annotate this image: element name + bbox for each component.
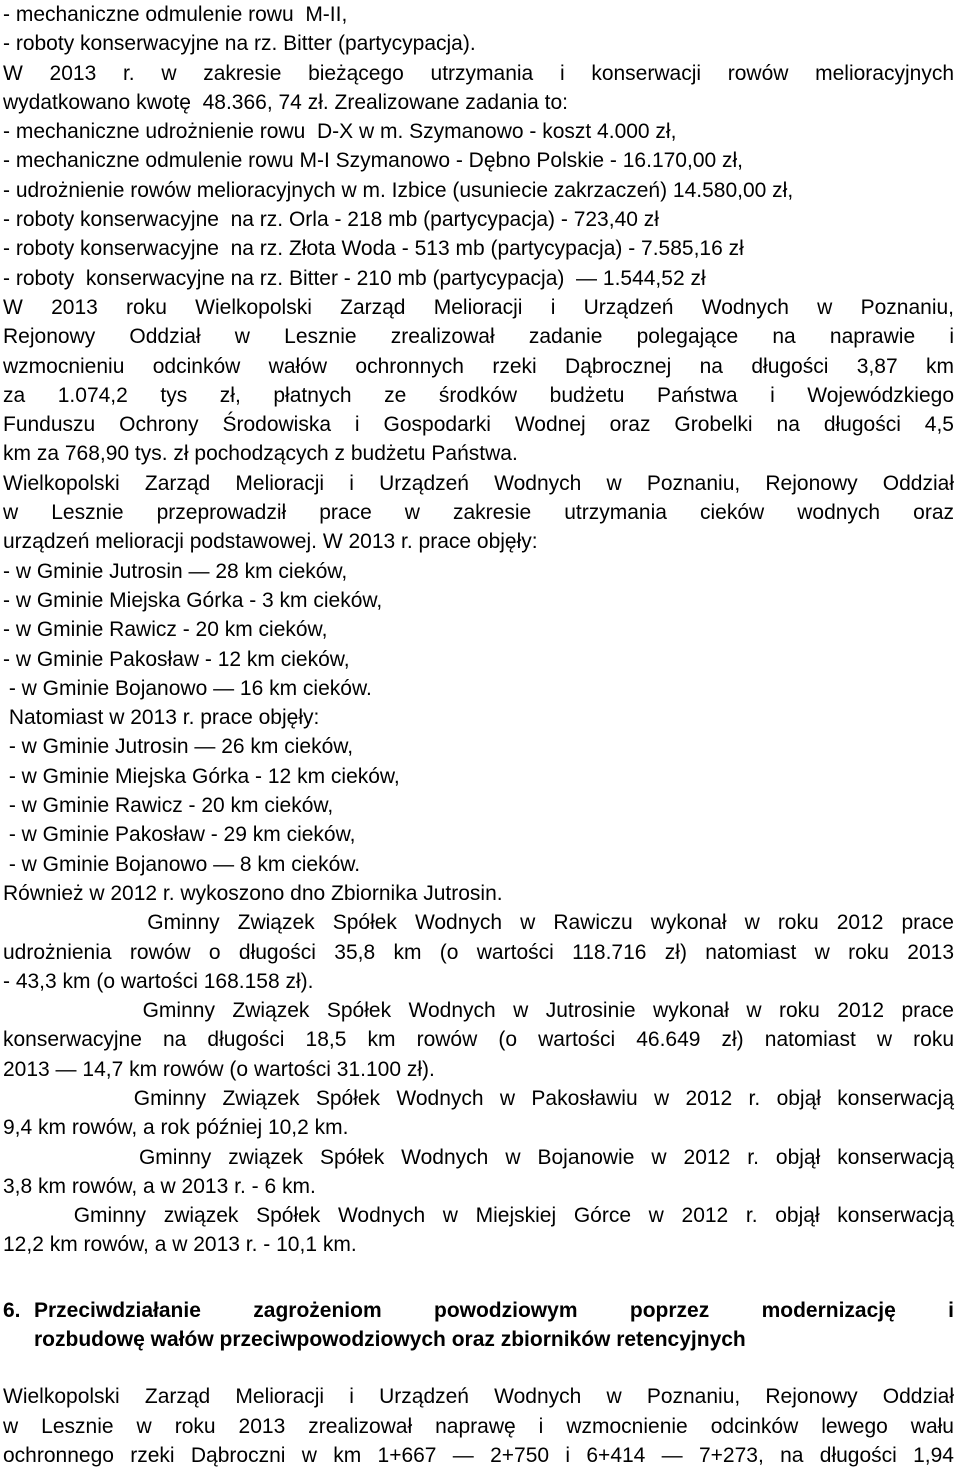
list-item: - w Gminie Miejska Górka - 3 km cieków, bbox=[3, 588, 383, 612]
list-item: - w Gminie Bojanowo — 8 km cieków. bbox=[3, 852, 361, 876]
paragraph-line: 9,4 km rowów, a rok później 10,2 km. bbox=[3, 1116, 349, 1140]
section-heading bbox=[3, 1296, 954, 1355]
list-item: - w Gminie Bojanowo — 16 km cieków. bbox=[3, 676, 372, 700]
paragraph-line: urządzeń melioracji podstawowej. W 2013 r. prace objęły: bbox=[3, 530, 538, 554]
gsw-pakoslaw-paragraph bbox=[3, 1084, 954, 1143]
intro-line: - mechaniczne odmulenie rowu M-I Szymanowo - Dębno Polskie - 16.170,00 zł, bbox=[3, 149, 744, 173]
intro-line: - mechaniczne udrożnienie rowu D-X w m. Szymanowo - koszt 4.000 zł, bbox=[3, 120, 677, 144]
paragraph-line: Wielkopolski Zarząd Melioracji i Urządzeń Wodnych w Poznaniu, Rejonowy Oddział bbox=[3, 471, 954, 495]
section-title-part-1: Przeciwdziałanie zagrożeniom powodziowym poprzez modernizację i bbox=[34, 1298, 954, 1322]
paragraph-line: - 43,3 km (o wartości 168.158 zł). bbox=[3, 969, 314, 993]
paragraph-line: Funduszu Ochrony Środowiska i Gospodarki Wodnej oraz Grobelki na długości 4,5 bbox=[3, 413, 954, 437]
intro-line: - roboty konserwacyjne na rz. Orla - 218 mb (partycypacja) - 723,40 zł bbox=[3, 208, 659, 232]
paragraph-line: Rejonowy Oddział w Lesznie zrealizował zadanie polegające na naprawie i bbox=[3, 325, 954, 349]
paragraph-line: ochronnego rzeki Dąbroczni w km 1+667 — 2+750 i 6+414 — 7+273, na długości 1,94 bbox=[3, 1443, 954, 1467]
final-paragraph bbox=[3, 1382, 954, 1470]
spacer bbox=[3, 1260, 954, 1296]
list-item: - w Gminie Jutrosin — 26 km cieków, bbox=[3, 735, 354, 759]
paragraph-line: Gminny Związek Spółek Wodnych w Rawiczu wykonał w roku 2012 prace bbox=[3, 911, 954, 935]
gsw-jutrosin-paragraph bbox=[3, 996, 954, 1084]
paragraph-line: 3,8 km rowów, a w 2013 r. - 6 km. bbox=[3, 1174, 316, 1198]
paragraph-line: Gminny Związek Spółek Wodnych w Jutrosinie wykonał w roku 2012 prace bbox=[3, 999, 954, 1023]
gsw-bojanowo-paragraph bbox=[3, 1143, 954, 1202]
list-item: - w Gminie Rawicz - 20 km cieków, bbox=[3, 618, 328, 642]
paragraph-line: Gminny związek Spółek Wodnych w Miejskiej Górce w 2012 r. objął konserwacją bbox=[3, 1204, 955, 1228]
paragraph-line: Wielkopolski Zarząd Melioracji i Urządzeń Wodnych w Poznaniu, Rejonowy Oddział bbox=[3, 1385, 954, 1409]
intro-block bbox=[3, 0, 954, 293]
intro-line: - mechaniczne odmulenie rowu M-II, bbox=[3, 3, 348, 26]
list-item: - w Gminie Miejska Górka - 12 km cieków, bbox=[3, 764, 400, 788]
intro-line: - roboty konserwacyjne na rz. Bitter - 210 mb (partycypacja) — 1.544,52 zł bbox=[3, 266, 706, 290]
walow-paragraph bbox=[3, 293, 954, 469]
list-item: - w Gminie Pakosław - 29 km cieków, bbox=[3, 823, 356, 847]
list-item: - w Gminie Jutrosin — 28 km cieków, bbox=[3, 559, 348, 583]
paragraph-line: wzmocnieniu odcinków wałów ochronnych rzeki Dąbrocznej na długości 3,87 km bbox=[3, 354, 954, 378]
ciekow-paragraph bbox=[3, 469, 954, 557]
paragraph-line: W 2013 roku Wielkopolski Zarząd Melioracji i Urządzeń Wodnych w Poznaniu, bbox=[3, 295, 954, 319]
spacer bbox=[3, 1354, 954, 1382]
natomiast-line: Natomiast w 2013 r. prace objęły: bbox=[3, 706, 320, 730]
paragraph-line: km za 768,90 tys. zł pochodzących z budżetu Państwa. bbox=[3, 442, 518, 466]
paragraph-line: Gminny Związek Spółek Wodnych w Pakosławiu w 2012 r. objął konserwacją bbox=[3, 1086, 955, 1110]
paragraph-line: udrożnienia rowów o długości 35,8 km (o wartości 118.716 zł) natomiast w roku 2013 bbox=[3, 940, 954, 964]
rowniez-line: Również w 2012 r. wykoszono dno Zbiornika Jutrosin. bbox=[3, 881, 503, 905]
paragraph-line: 2013 — 14,7 km rowów (o wartości 31.100 zł). bbox=[3, 1057, 435, 1081]
paragraph-line: w Lesznie przeprowadził prace w zakresie utrzymania cieków wodnych oraz bbox=[3, 501, 954, 525]
intro-line: wydatkowano kwotę 48.366, 74 zł. Zrealizowane zadania to: bbox=[3, 90, 569, 114]
section-heading-line-1 bbox=[3, 1296, 954, 1325]
paragraph-line: za 1.074,2 tys zł, płatnych ze środków budżetu Państwa i Wojewódzkiego bbox=[3, 383, 954, 407]
intro-line: - udrożnienie rowów melioracyjnych w m. Izbice (usuniecie zakrzaczeń) 14.580,00 zł, bbox=[3, 178, 794, 202]
section-number: 6. bbox=[3, 1298, 21, 1322]
intro-line: - roboty konserwacyjne na rz. Złota Woda - 513 mb (partycypacja) - 7.585,16 zł bbox=[3, 237, 744, 261]
list-item: - w Gminie Pakosław - 12 km cieków, bbox=[3, 647, 350, 671]
section-title-part-2: rozbudowę wałów przeciwpowodziowych oraz zbiorników retencyjnych bbox=[34, 1328, 746, 1352]
paragraph-line: konserwacyjne na długości 18,5 km rowów (o wartości 46.649 zł) natomiast w roku bbox=[3, 1028, 954, 1052]
gsw-miejska-gorka-paragraph bbox=[3, 1201, 954, 1260]
works-list-2013 bbox=[3, 557, 954, 703]
paragraph-line: 12,2 km rowów, a w 2013 r. - 10,1 km. bbox=[3, 1233, 357, 1257]
intro-line: - roboty konserwacyjne na rz. Bitter (partycypacja). bbox=[3, 32, 476, 56]
list-item: - w Gminie Rawicz - 20 km cieków, bbox=[3, 794, 334, 818]
paragraph-line: Gminny związek Spółek Wodnych w Bojanowie w 2012 r. objął konserwacją bbox=[3, 1145, 954, 1169]
intro-line: W 2013 r. w zakresie bieżącego utrzymania i konserwacji rowów melioracyjnych bbox=[3, 61, 954, 85]
gsw-rawicz-paragraph bbox=[3, 908, 954, 996]
paragraph-line: w Lesznie w roku 2013 zrealizował naprawę i wzmocnienie odcinków lewego wału bbox=[3, 1414, 954, 1438]
works-list-natomiast bbox=[3, 732, 954, 878]
